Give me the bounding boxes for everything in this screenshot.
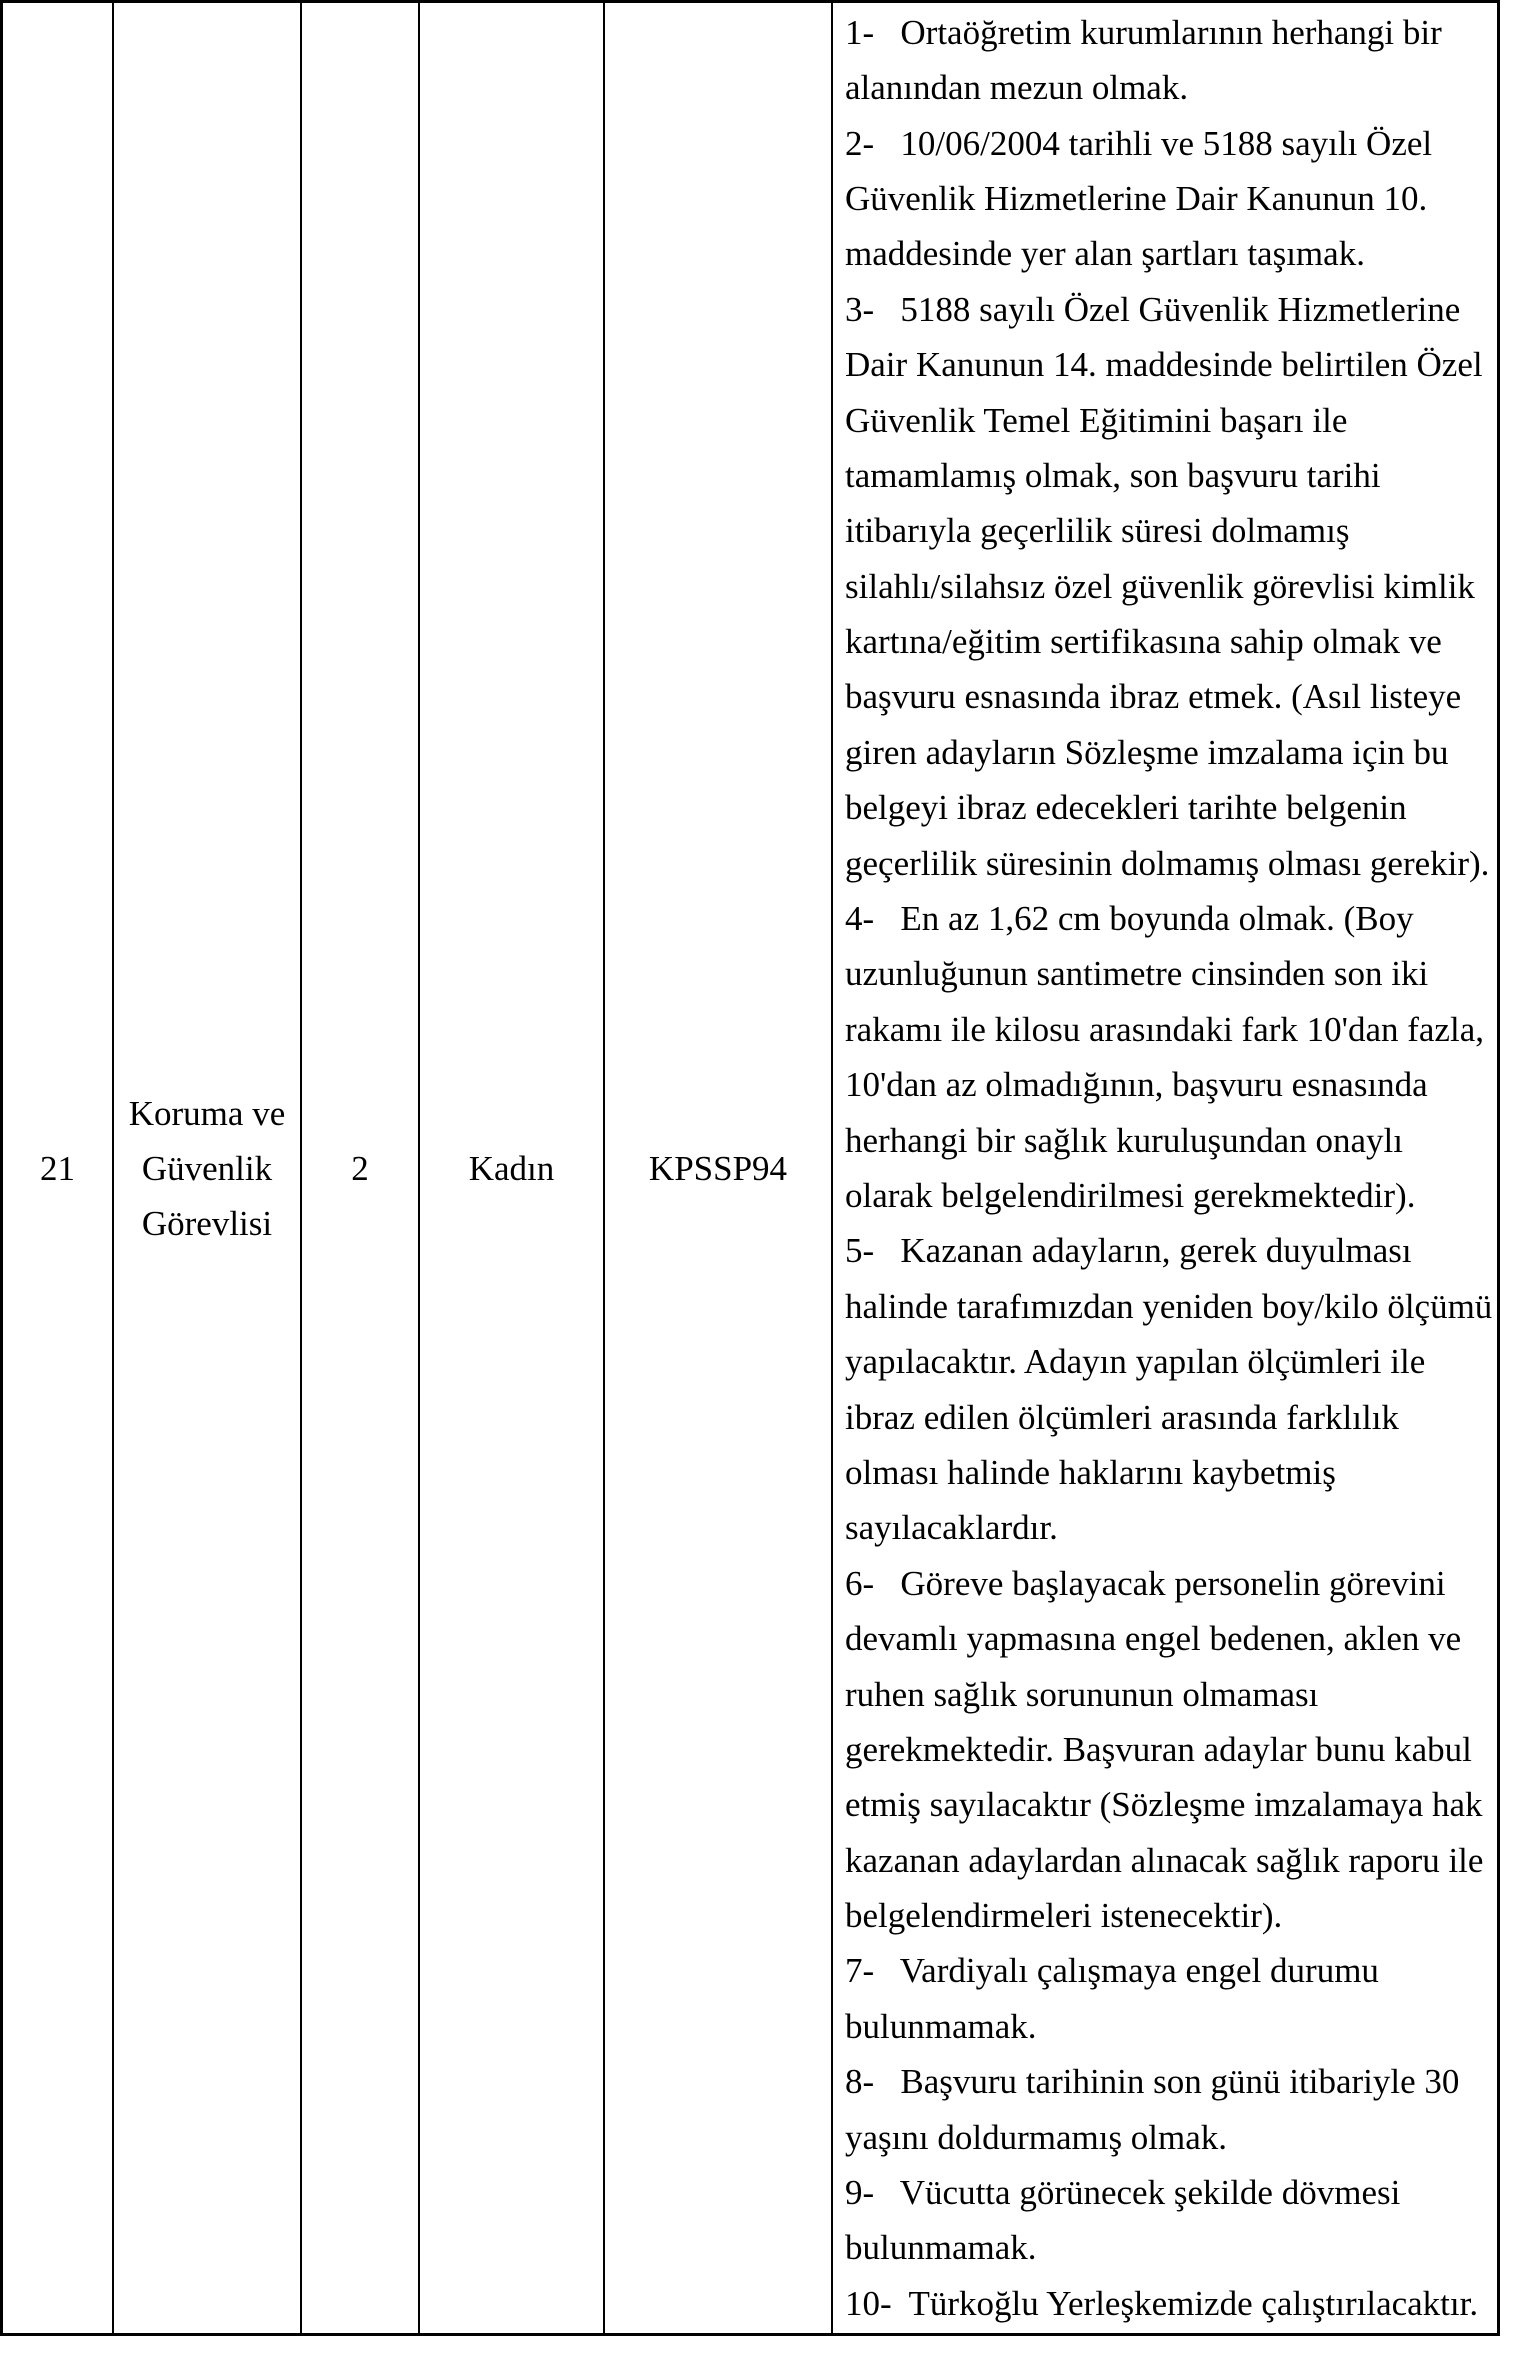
requirement-line: yaşını doldurmamış olmak. — [845, 2117, 1228, 2157]
requirement-line: silahlı/silahsız özel güvenlik görevlisi kimlik — [845, 566, 1475, 606]
requirement-line: maddesinde yer alan şartları taşımak. — [845, 234, 1365, 274]
requirement-line: 10- Türkoğlu Yerleşkemizde çalıştırılacaktır. — [845, 2283, 1479, 2323]
requirement-line: 5- Kazanan adayların, gerek duyulması — [845, 1231, 1412, 1271]
requirement-line: devamlı yapmasına engel bedenen, aklen ve — [845, 1619, 1462, 1659]
cell-exam-code — [605, 3, 833, 2333]
requirement-line: halinde tarafımızdan yeniden boy/kilo ölçümü — [845, 1286, 1493, 1326]
exam-code-value: KPSSP94 — [648, 1148, 788, 1188]
requirement-line: gerekmektedir. Başvuran adaylar bunu kabul — [845, 1729, 1472, 1769]
position-title-line: Görevlisi — [141, 1203, 273, 1243]
requirement-line: giren adayların Sözleşme imzalama için bu — [845, 732, 1449, 772]
requirement-line: rakamı ile kilosu arasındaki fark 10'dan fazla, — [845, 1009, 1484, 1049]
requirement-line: 2- 10/06/2004 tarihli ve 5188 sayılı Özel — [845, 123, 1433, 163]
requirement-line: geçerlilik süresinin dolmamış olması gerekir). — [845, 843, 1490, 883]
requirement-line: tamamlamış olmak, son başvuru tarihi — [845, 455, 1381, 495]
requirement-line: olması halinde haklarını kaybetmiş — [845, 1452, 1336, 1492]
cell-row-number — [3, 3, 114, 2333]
requirement-line: kartına/eğitim sertifikasına sahip olmak ve — [845, 622, 1442, 662]
requirement-line: ibraz edilen ölçümleri arasında farklılık — [845, 1397, 1399, 1437]
requirement-line: bulunmamak. — [845, 2006, 1037, 2046]
requirement-line: 1- Ortaöğretim kurumlarının herhangi bir — [845, 12, 1442, 52]
position-count: 2 — [351, 1148, 369, 1188]
requirement-line: 3- 5188 sayılı Özel Güvenlik Hizmetlerine — [845, 289, 1461, 329]
requirement-line: olarak belgelendirilmesi gerekmektedir). — [845, 1176, 1416, 1215]
requirement-line: alanından mezun olmak. — [845, 68, 1189, 108]
requirement-line: herhangi bir sağlık kuruluşundan onaylı — [845, 1120, 1403, 1160]
requirement-line: itibarıyla geçerlilik süresi dolmamış — [845, 511, 1350, 551]
requirement-line: etmiş sayılacaktır (Sözleşme imzalamaya hak — [845, 1785, 1483, 1825]
row-number: 21 — [40, 1148, 75, 1188]
requirement-line: 7- Vardiyalı çalışmaya engel durumu — [845, 1951, 1379, 1991]
cell-requirements — [833, 3, 1497, 2333]
position-title-line: Güvenlik — [141, 1148, 273, 1188]
cell-position-title — [114, 3, 302, 2333]
requirement-line: belgelendirmeleri istenecektir). — [845, 1896, 1283, 1936]
requirement-line: Güvenlik Temel Eğitimini başarı ile — [845, 400, 1348, 440]
requirement-line: bulunmamak. — [845, 2228, 1037, 2268]
requirement-line: yapılacaktır. Adayın yapılan ölçümleri ile — [845, 1342, 1426, 1382]
requirement-line: Güvenlik Hizmetlerine Dair Kanunun 10. — [845, 178, 1428, 218]
requirement-line: 4- En az 1,62 cm boyunda olmak. (Boy — [845, 899, 1414, 939]
requirement-line: Dair Kanunun 14. maddesinde belirtilen Özel — [845, 345, 1483, 385]
requirement-line: 10'dan az olmadığının, başvuru esnasında — [845, 1065, 1428, 1105]
requirement-line: belgeyi ibraz edecekleri tarihte belgenin — [845, 788, 1407, 828]
cell-position-count — [302, 3, 420, 2333]
requirement-line: 8- Başvuru tarihinin son günü itibariyle 30 — [845, 2062, 1460, 2102]
requirement-line: kazanan adaylardan alınacak sağlık raporu ile — [845, 1840, 1484, 1880]
requirement-line: ruhen sağlık sorununun olmaması — [845, 1674, 1319, 1714]
requirement-line: 9- Vücutta görünecek şekilde dövmesi — [845, 2173, 1401, 2213]
cell-gender — [420, 3, 605, 2333]
gender-value: Kadın — [468, 1148, 555, 1188]
requirement-line: başvuru esnasında ibraz etmek. (Asıl listeye — [845, 677, 1462, 717]
position-title-line: Koruma ve — [128, 1093, 286, 1133]
requirement-line: uzunluğunun santimetre cinsinden son iki — [845, 954, 1429, 994]
requirement-line: 6- Göreve başlayacak personelin görevini — [845, 1563, 1446, 1603]
requirement-line: sayılacaklardır. — [845, 1508, 1058, 1548]
